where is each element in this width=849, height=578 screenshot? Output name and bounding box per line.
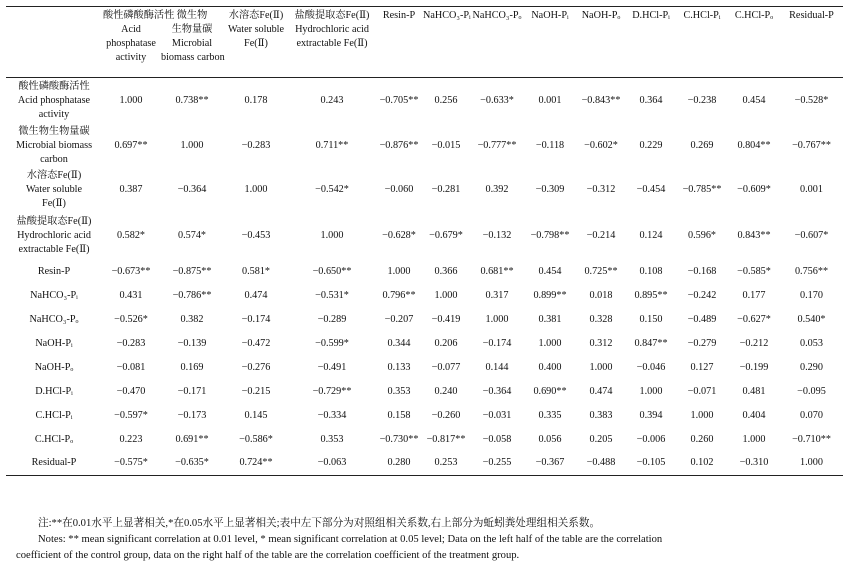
- correlation-cell: 0.895**: [634, 289, 668, 301]
- correlation-cell: −0.798**: [530, 229, 570, 241]
- column-header: [376, 7, 422, 78]
- correlation-cell: 0.843**: [737, 229, 771, 241]
- correlation-cell: 0.312: [589, 337, 613, 349]
- table-row: [6, 124, 843, 168]
- correlation-cell: 0.229: [639, 139, 663, 151]
- correlation-cell: −0.542*: [315, 183, 349, 195]
- row-header-line: D.HCl-Pᵢ: [35, 385, 73, 397]
- column-header-line: C.HCl-Pₒ: [734, 10, 774, 21]
- column-header-line: extractable Fe(Ⅱ): [296, 38, 368, 49]
- correlation-cell: 1.000: [639, 385, 663, 397]
- correlation-cell: 0.738**: [175, 94, 209, 106]
- correlation-cell: 1.000: [320, 229, 344, 241]
- column-header-line: Residual-P: [789, 10, 834, 21]
- column-header-line: Fe(Ⅱ): [244, 38, 268, 49]
- correlation-cell: 0.328: [589, 313, 613, 325]
- correlation-cell: 1.000: [434, 289, 458, 301]
- table-notes: [16, 516, 842, 564]
- correlation-cell: 0.127: [690, 361, 714, 373]
- row-header: [6, 124, 102, 168]
- column-header-line: 盐酸提取态Fe(Ⅱ): [294, 10, 370, 21]
- correlation-cell: 0.102: [690, 457, 714, 469]
- correlation-cell: −0.489: [687, 313, 717, 325]
- correlation-cell: −0.602*: [584, 139, 618, 151]
- row-header-line: carbon: [40, 153, 68, 165]
- correlation-cell: −0.063: [317, 457, 347, 469]
- correlation-cell: 0.691**: [175, 433, 209, 445]
- correlation-cell: −0.242: [687, 289, 717, 301]
- correlation-cell: 1.000: [742, 433, 766, 445]
- row-header-line: NaHCO₃-Pₒ: [29, 313, 79, 325]
- correlation-cell: −0.071: [687, 385, 717, 397]
- column-header-line: activity: [115, 52, 147, 63]
- row-header: [6, 428, 102, 452]
- column-header-line: NaHCO₃-Pᵢ: [423, 10, 471, 21]
- correlation-cell: −0.015: [431, 139, 461, 151]
- correlation-cell: 1.000: [244, 183, 268, 195]
- correlation-cell: 0.056: [538, 433, 562, 445]
- correlation-cell: 0.053: [800, 337, 823, 349]
- correlation-cell: 0.001: [538, 94, 562, 106]
- correlation-cell: 0.335: [538, 409, 562, 421]
- correlation-cell: −0.607*: [794, 229, 829, 241]
- correlation-cell: 0.269: [690, 139, 714, 151]
- correlation-cell: 0.353: [320, 433, 344, 445]
- correlation-cell: 0.392: [485, 183, 509, 195]
- column-header: [780, 7, 843, 78]
- correlation-cell: 0.256: [434, 94, 458, 106]
- row-header-line: Resin-P: [37, 265, 71, 277]
- correlation-cell: −0.060: [384, 183, 414, 195]
- correlation-cell: −0.843**: [581, 94, 621, 106]
- correlation-cell: 0.383: [589, 409, 613, 421]
- correlation-cell: 0.317: [485, 289, 509, 301]
- correlation-cell: −0.453: [241, 229, 271, 241]
- table-row: [6, 380, 843, 404]
- correlation-cell: 0.454: [742, 94, 766, 106]
- table-row: [6, 212, 843, 260]
- correlation-cell: −0.777**: [477, 139, 517, 151]
- row-header-line: NaOH-Pₒ: [34, 361, 74, 373]
- correlation-cell: −0.488: [586, 457, 616, 469]
- correlation-cell: 0.474: [589, 385, 613, 397]
- column-header: [576, 7, 626, 78]
- correlation-cell: −0.214: [586, 229, 616, 241]
- correlation-cell: 0.243: [320, 94, 344, 106]
- correlation-cell: 0.178: [244, 94, 268, 106]
- correlation-cell: −0.491: [317, 361, 347, 373]
- correlation-cell: −0.334: [317, 409, 347, 421]
- correlation-cell: −0.199: [739, 361, 769, 373]
- correlation-cell: −0.528*: [794, 94, 829, 106]
- table-row: [6, 284, 843, 308]
- correlation-cell: 0.206: [434, 337, 458, 349]
- correlation-cell: 0.474: [244, 289, 268, 301]
- correlation-cell: 0.690**: [533, 385, 567, 397]
- correlation-cell: 0.574*: [177, 229, 206, 241]
- column-header-line: 水溶态Fe(Ⅱ): [228, 10, 284, 21]
- correlation-cell: −0.095: [797, 385, 826, 397]
- correlation-cell: 0.725**: [584, 265, 618, 277]
- correlation-cell: −0.173: [177, 409, 207, 421]
- row-header: [6, 380, 102, 404]
- correlation-cell: −0.283: [116, 337, 146, 349]
- correlation-cell: −0.255: [482, 457, 512, 469]
- correlation-cell: 0.133: [387, 361, 411, 373]
- correlation-cell: 0.400: [538, 361, 562, 373]
- row-header: [6, 168, 102, 212]
- correlation-cell: −0.419: [431, 313, 461, 325]
- correlation-cell: 0.454: [538, 265, 562, 277]
- row-header: [6, 356, 102, 380]
- correlation-cell: 0.366: [434, 265, 458, 277]
- table-row: [6, 78, 843, 124]
- row-header: [6, 78, 102, 124]
- correlation-cell: −0.531*: [315, 289, 349, 301]
- correlation-cell: 0.280: [387, 457, 411, 469]
- correlation-cell: −0.875**: [172, 265, 212, 277]
- column-header: [224, 7, 288, 78]
- correlation-cell: −0.586*: [239, 433, 273, 445]
- correlation-cell: −0.118: [535, 139, 565, 151]
- correlation-cell: −0.046: [636, 361, 666, 373]
- table-row: [6, 404, 843, 428]
- table-row: [6, 260, 843, 284]
- correlation-cell: 0.697**: [114, 139, 148, 151]
- correlation-table: [6, 6, 843, 476]
- column-header-line: Water soluble: [227, 24, 285, 35]
- row-header-line: Acid phosphatase: [17, 94, 91, 106]
- row-header: [6, 404, 102, 428]
- correlation-cell: −0.650**: [312, 265, 352, 277]
- correlation-cell: −0.628*: [382, 229, 416, 241]
- correlation-cell: −0.312: [586, 183, 616, 195]
- table-row: [6, 452, 843, 476]
- correlation-cell: −0.105: [636, 457, 666, 469]
- correlation-cell: 0.353: [387, 385, 411, 397]
- correlation-cell: 0.381: [538, 313, 562, 325]
- correlation-cell: −0.585*: [737, 265, 771, 277]
- correlation-cell: 0.596*: [687, 229, 716, 241]
- row-header-line: Microbial biomass: [15, 139, 93, 151]
- correlation-cell: 0.382: [180, 313, 204, 325]
- correlation-cell: 0.540*: [797, 313, 826, 325]
- note-chinese: 注:**在0.01水平上显著相关,*在0.05水平上显著相关;表中左下部分为对照组相关系数,右上部分为蚯蚓粪处理组相关系数。: [38, 518, 601, 529]
- correlation-cell: −0.767**: [792, 139, 831, 151]
- correlation-cell: 0.177: [742, 289, 766, 301]
- row-header-line: 水溶态Fe(Ⅱ): [26, 169, 82, 181]
- row-header-line: C.HCl-Pₒ: [34, 433, 74, 445]
- correlation-cell: 0.240: [434, 385, 458, 397]
- table-row: [6, 428, 843, 452]
- column-header-line: biomass carbon: [161, 52, 225, 63]
- column-header-line: NaHCO₃-Pₒ: [472, 10, 522, 21]
- header-row: [6, 7, 843, 78]
- correlation-cell: 0.681**: [480, 265, 514, 277]
- correlation-cell: −0.454: [636, 183, 666, 195]
- row-header: [6, 332, 102, 356]
- row-header-line: Residual-P: [31, 457, 77, 469]
- correlation-cell: 0.290: [800, 361, 823, 373]
- correlation-cell: −0.679*: [429, 229, 463, 241]
- correlation-cell: 0.150: [639, 313, 663, 325]
- correlation-cell: 0.711**: [315, 139, 349, 151]
- correlation-cell: −0.575*: [114, 457, 148, 469]
- row-header-line: 微生物生物量碳: [18, 125, 90, 137]
- row-header-line: NaOH-Pᵢ: [35, 337, 73, 349]
- correlation-cell: −0.635*: [175, 457, 209, 469]
- correlation-cell: −0.168: [687, 265, 717, 277]
- correlation-cell: 0.847**: [634, 337, 668, 349]
- correlation-cell: 1.000: [538, 337, 562, 349]
- correlation-cell: 0.364: [639, 94, 663, 106]
- correlation-cell: −0.207: [384, 313, 414, 325]
- correlation-cell: 1.000: [119, 94, 143, 106]
- column-header-line: Microbial: [171, 38, 213, 49]
- correlation-cell: 0.581*: [241, 265, 270, 277]
- correlation-cell: −0.279: [687, 337, 717, 349]
- column-header-line: NaOH-Pₒ: [581, 10, 621, 21]
- correlation-cell: −0.139: [177, 337, 207, 349]
- correlation-cell: −0.786**: [172, 289, 212, 301]
- correlation-cell: −0.309: [535, 183, 565, 195]
- correlation-cell: −0.729**: [312, 385, 352, 397]
- column-header-line: D.HCl-Pᵢ: [632, 10, 670, 21]
- correlation-cell: −0.283: [241, 139, 271, 151]
- correlation-cell: 0.899**: [533, 289, 567, 301]
- correlation-cell: 0.394: [639, 409, 663, 421]
- correlation-cell: 0.108: [639, 265, 663, 277]
- correlation-cell: 0.070: [800, 409, 823, 421]
- correlation-cell: −0.289: [317, 313, 347, 325]
- correlation-cell: −0.174: [482, 337, 512, 349]
- row-header-line: C.HCl-Pᵢ: [35, 409, 73, 421]
- correlation-cell: −0.238: [687, 94, 717, 106]
- correlation-cell: 0.001: [800, 183, 823, 195]
- row-header-line: Water soluble: [25, 183, 83, 195]
- correlation-cell: −0.031: [482, 409, 512, 421]
- row-header-line: extractable Fe(Ⅱ): [18, 243, 90, 255]
- correlation-cell: 0.253: [434, 457, 458, 469]
- correlation-cell: 0.481: [742, 385, 766, 397]
- column-header: [524, 7, 576, 78]
- correlation-cell: 0.582*: [116, 229, 145, 241]
- table-row: [6, 168, 843, 212]
- correlation-cell: −0.673**: [111, 265, 151, 277]
- correlation-cell: −0.470: [116, 385, 146, 397]
- correlation-cell: −0.212: [739, 337, 769, 349]
- correlation-cell: −0.633*: [480, 94, 514, 106]
- row-header-line: NaHCO₃-Pᵢ: [30, 289, 78, 301]
- correlation-cell: 0.018: [589, 289, 613, 301]
- row-header: [6, 308, 102, 332]
- correlation-cell: −0.276: [241, 361, 271, 373]
- correlation-cell: −0.817**: [426, 433, 466, 445]
- correlation-cell: 1.000: [485, 313, 509, 325]
- table-row: [6, 332, 843, 356]
- correlation-cell: −0.364: [482, 385, 512, 397]
- correlation-cell: 0.260: [690, 433, 714, 445]
- column-header: [102, 7, 175, 78]
- correlation-cell: 1.000: [180, 139, 204, 151]
- correlation-cell: 0.724**: [239, 457, 273, 469]
- row-header: [6, 260, 102, 284]
- note-english-line-1: Notes: ** mean significant correlation at 0.01 level, * mean significant correlation at 0.05 level; Data on the left half of the table are the correlation: [38, 534, 663, 545]
- correlation-cell: −0.526*: [114, 313, 148, 325]
- correlation-cell: −0.597*: [114, 409, 148, 421]
- correlation-cell: 0.404: [742, 409, 766, 421]
- column-header-line: C.HCl-Pᵢ: [683, 10, 721, 21]
- correlation-cell: −0.081: [116, 361, 146, 373]
- correlation-cell: −0.058: [482, 433, 512, 445]
- correlation-cell: 1.000: [800, 457, 823, 469]
- correlation-cell: 0.145: [244, 409, 268, 421]
- row-header: [6, 212, 102, 260]
- correlation-cell: 0.796**: [382, 289, 416, 301]
- column-header-line: Resin-P: [382, 10, 416, 21]
- correlation-cell: 0.804**: [737, 139, 771, 151]
- table-body: [6, 78, 843, 476]
- column-header: [288, 7, 376, 78]
- row-header-line: 盐酸提取态Fe(Ⅱ): [16, 215, 92, 227]
- note-english-line-2: coefficient of the control group, data on the right half of the table are the correlation coefficient of the treatment group.: [16, 550, 520, 561]
- correlation-cell: −0.367: [535, 457, 565, 469]
- column-header: [422, 7, 470, 78]
- correlation-cell: 0.756**: [794, 265, 829, 277]
- header-corner-cell: [6, 7, 102, 78]
- correlation-cell: −0.132: [482, 229, 512, 241]
- row-header: [6, 284, 102, 308]
- correlation-cell: −0.364: [177, 183, 207, 195]
- column-header: [728, 7, 780, 78]
- column-header-line: Hydrochloric acid: [295, 24, 369, 35]
- correlation-cell: 0.387: [119, 183, 143, 195]
- correlation-cell: −0.472: [241, 337, 271, 349]
- correlation-cell: −0.785**: [682, 183, 722, 195]
- correlation-cell: 1.000: [589, 361, 613, 373]
- column-header: [676, 7, 728, 78]
- correlation-cell: 1.000: [387, 265, 411, 277]
- correlation-cell: −0.876**: [379, 139, 419, 151]
- table-row: [6, 308, 843, 332]
- column-header-line: 生物量碳: [171, 24, 213, 35]
- column-header-line: phosphatase: [106, 38, 156, 49]
- column-header-line: 酸性磷酸酶活性: [103, 10, 175, 21]
- column-header: [470, 7, 524, 78]
- correlation-cell: −0.260: [431, 409, 461, 421]
- table-row: [6, 356, 843, 380]
- column-header-line: 微生物: [176, 10, 208, 21]
- correlation-cell: −0.730**: [379, 433, 419, 445]
- correlation-cell: −0.310: [739, 457, 769, 469]
- column-header-line: Acid: [121, 24, 141, 35]
- correlation-cell: 0.344: [387, 337, 411, 349]
- correlation-cell: 0.124: [639, 229, 663, 241]
- correlation-cell: −0.281: [431, 183, 461, 195]
- correlation-cell: −0.077: [431, 361, 461, 373]
- correlation-cell: 0.431: [119, 289, 143, 301]
- correlation-cell: 0.144: [485, 361, 509, 373]
- correlation-cell: −0.006: [636, 433, 666, 445]
- correlation-cell: −0.174: [241, 313, 271, 325]
- correlation-cell: 0.170: [800, 289, 823, 301]
- correlation-cell: 1.000: [690, 409, 714, 421]
- correlation-cell: −0.627*: [737, 313, 771, 325]
- column-header-line: NaOH-Pᵢ: [531, 10, 569, 21]
- row-header: [6, 452, 102, 476]
- correlation-cell: −0.710**: [792, 433, 831, 445]
- correlation-cell: 0.169: [180, 361, 204, 373]
- correlation-cell: −0.599*: [315, 337, 349, 349]
- row-header-line: 酸性磷酸酶活性: [18, 80, 90, 92]
- correlation-cell: −0.705**: [379, 94, 419, 106]
- correlation-cell: −0.171: [177, 385, 207, 397]
- row-header-line: activity: [38, 108, 70, 120]
- correlation-cell: −0.609*: [737, 183, 771, 195]
- correlation-cell: 0.158: [387, 409, 411, 421]
- row-header-line: Fe(Ⅱ): [42, 197, 66, 209]
- column-header: [626, 7, 676, 78]
- correlation-cell: −0.215: [241, 385, 271, 397]
- correlation-cell: 0.205: [589, 433, 613, 445]
- correlation-cell: 0.223: [119, 433, 143, 445]
- row-header-line: Hydrochloric acid: [17, 229, 91, 241]
